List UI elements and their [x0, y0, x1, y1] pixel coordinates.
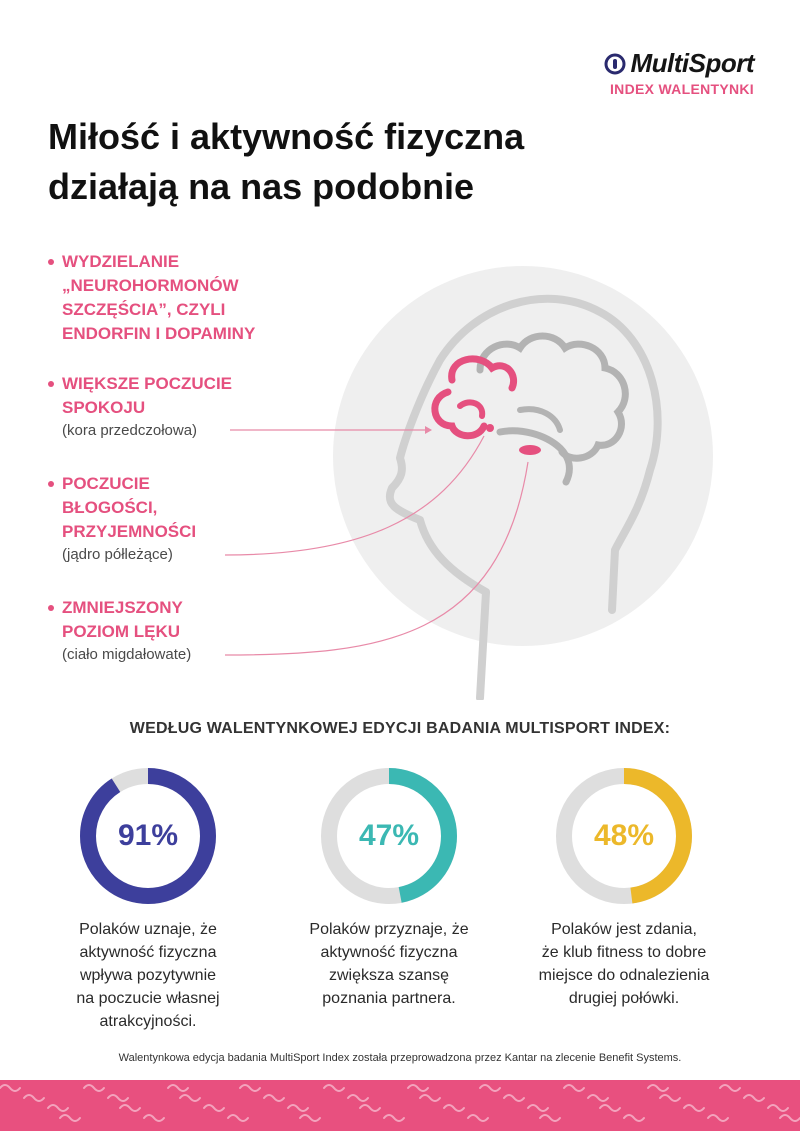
page-title-line-2: działają na nas podobnie: [48, 166, 475, 207]
stat-description: Polaków jest zdania, że klub fitness to dobre miejsce do odnalezienia drugiej połówki.: [538, 921, 710, 1007]
bullet-icon: [48, 259, 54, 265]
donut-chart: [556, 768, 692, 904]
bullet-icon: [48, 605, 54, 611]
bullet-icon: [48, 381, 54, 387]
amygdala-highlight: [519, 445, 541, 455]
bullet-icon: [48, 481, 54, 487]
multisport-logo-icon: [604, 53, 626, 75]
stat-description: Polaków przyznaje, że aktywność fizyczna zwiększa szansę poznania partnera.: [309, 921, 469, 1007]
brand-logo: [604, 48, 754, 97]
donut-chart: [321, 768, 457, 904]
effect-title: WIĘKSZE POCZUCIE SPOKOJU: [62, 374, 233, 417]
donut-value: 47%: [358, 819, 420, 852]
donut-chart: [80, 768, 216, 904]
page-title: [48, 112, 668, 212]
effect-title: ZMNIEJSZONY POZIOM LĘKU: [62, 598, 183, 641]
brand-subtitle: INDEX WALENTYNKI: [609, 81, 754, 97]
stat-card-partner: [274, 768, 504, 1010]
effect-item-bliss: [48, 472, 308, 566]
donut-value: 91%: [117, 819, 179, 852]
stat-card-fitness-club: [509, 768, 739, 1010]
effect-brain-region: (kora przedczołowa): [62, 422, 198, 439]
effect-brain-region: (ciało migdałowate): [62, 646, 192, 663]
brand-name: MultiSport: [630, 48, 754, 78]
effect-title: WYDZIELANIE „NEUROHORMONÓW SZCZĘŚCIA”, CZYLI ENDORFIN I DOPAMINY: [62, 252, 256, 343]
decorative-pattern-band: [0, 1080, 800, 1131]
effect-brain-region: (jądro półleżące): [62, 546, 173, 563]
stat-description: Polaków uznaje, że aktywność fizyczna wpływa pozytywnie na poczucie własnej atrakcyjności.: [76, 921, 220, 1030]
page-title-line-1: Miłość i aktywność fizyczna: [48, 116, 525, 157]
effect-item-calm: [48, 372, 308, 442]
effect-title: POCZUCIE BŁOGOŚCI, PRZYJEMNOŚCI: [62, 474, 197, 541]
stats-heading: WEDŁUG WALENTYNKOWEJ EDYCJI BADANIA MULTISPORT INDEX:: [129, 720, 671, 737]
stat-card-attractiveness: [33, 768, 263, 1033]
footnote: Walentynkowa edycja badania MultiSport Index została przeprowadzona przez Kantar na zlecenie Benefit Systems.: [118, 1052, 682, 1064]
effect-item-anxiety: [48, 596, 308, 666]
nucleus-accumbens-highlight: [486, 424, 494, 432]
effect-item-neurohormones: [48, 250, 308, 346]
donut-value: 48%: [593, 819, 655, 852]
